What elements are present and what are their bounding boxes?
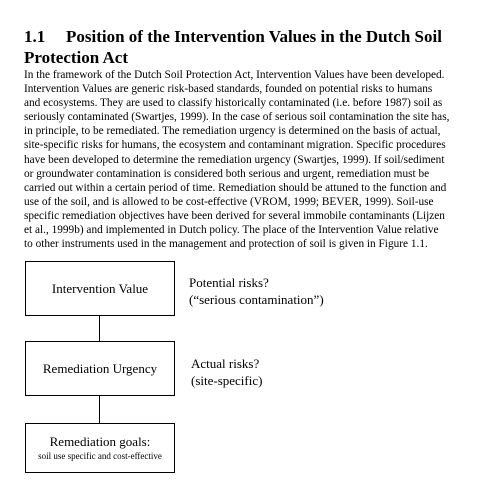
paragraph-line: et al., 1999b) and implemented in Dutch policy. The place of the Intervention Value relative	[24, 224, 439, 237]
paragraph-line: use of the soil, and is allowed to be cost-effective (VROM, 1999; BEVER, 1999). Soil-use	[24, 195, 434, 208]
paragraph-line: have been developed to determine the remediation urgency (Swartjes, 1999). If soil/sediment	[24, 153, 445, 166]
remediation-urgency-label: Remediation Urgency	[42, 360, 158, 376]
actual-risks-line-2: (site-specific)	[191, 373, 263, 388]
potential-risks-line-2: (“serious contamination”)	[189, 292, 324, 307]
paragraph-line: to other instruments used in the management and protection of soil is given in Figure 1.1.	[24, 238, 428, 251]
remediation-goals-sublabel: soil use specific and cost-effective	[38, 450, 162, 461]
section-title-line-1: Position of the Intervention Values in the Dutch Soil	[66, 27, 442, 46]
connector-line-1	[99, 316, 100, 341]
actual-risks-line-1: Actual risks?	[191, 356, 260, 371]
potential-risks-note	[189, 274, 324, 308]
remediation-urgency-box	[25, 341, 175, 396]
paragraph-line: site-specific risks for humans, the ecosystem and contaminant migration. Specific procedures	[24, 139, 446, 152]
paragraph-line: In the framework of the Dutch Soil Protection Act, Intervention Values have been developed.	[24, 69, 445, 81]
remediation-goals-label: Remediation goals:	[49, 433, 151, 449]
remediation-goals-box	[25, 423, 175, 473]
intervention-value-label: Intervention Value	[51, 280, 149, 296]
intervention-value-box	[25, 261, 175, 316]
potential-risks-line-1: Potential risks?	[189, 275, 269, 290]
paragraph-line: Intervention Values are generic risk-based standards, founded on potential risks to humans	[24, 83, 433, 96]
paragraph-line: or groundwater contamination is considered both serious and urgent, remediation must be	[24, 167, 430, 180]
paragraph-line: seriously contaminated (Swartjes, 1999). In the case of serious soil contamination the site has,	[24, 111, 450, 124]
section-number: 1.1	[24, 27, 46, 46]
paragraph-line: specific remediation objectives have been derived for several immobile contaminants (Lijzen	[24, 209, 445, 222]
section-heading	[24, 26, 474, 68]
section-title-line-2: Protection Act	[24, 48, 129, 67]
actual-risks-note	[191, 355, 262, 389]
paragraph-line: carried out within a certain period of time. Remediation should be attuned to the function and	[24, 181, 447, 194]
paragraph-line: in principle, to be remediated. The remediation urgency is determined on the basis of actual,	[24, 125, 441, 138]
paragraph-line: and ecosystems. They are used to classify historically contaminated (i.e. before 1987) soil as	[24, 97, 443, 110]
body-paragraph	[24, 68, 476, 251]
connector-line-2	[99, 396, 100, 423]
